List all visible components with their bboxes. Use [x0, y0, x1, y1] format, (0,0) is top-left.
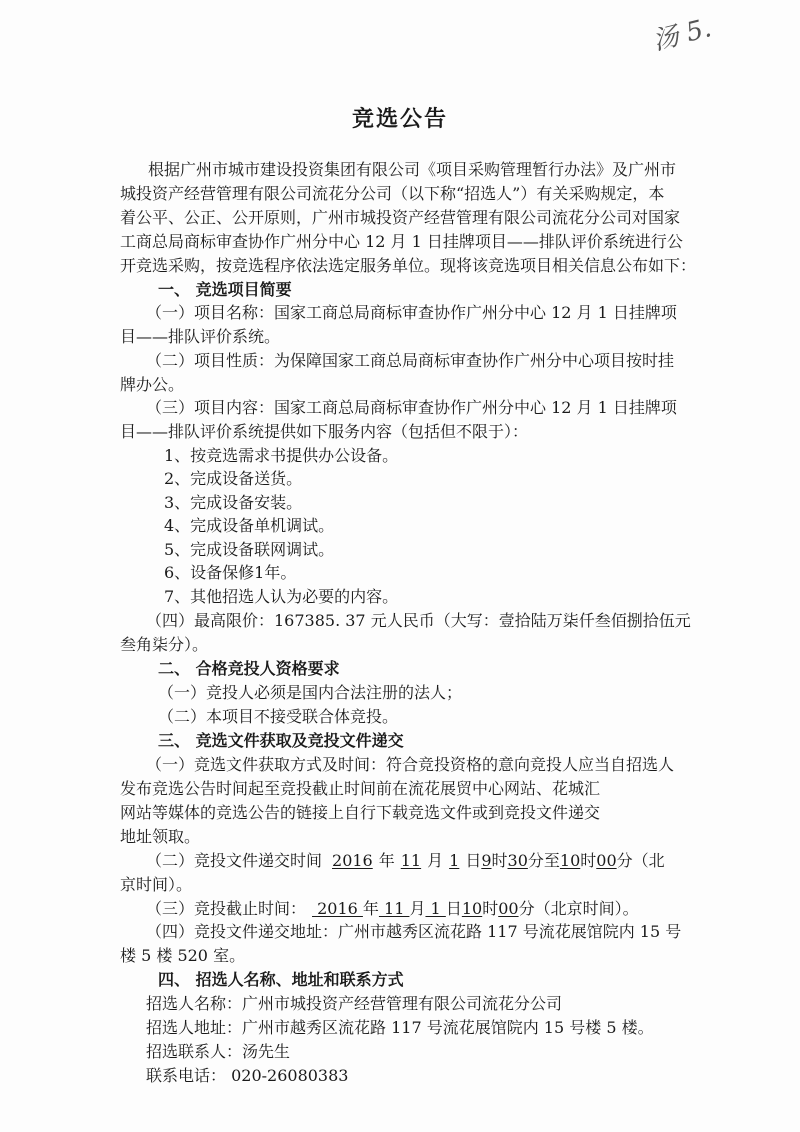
list-item: 2、完成设备送货。: [164, 469, 303, 488]
section-heading-4: 四、 招选人名称、地址和联系方式: [158, 970, 404, 989]
paragraph-line: 牌办公。: [120, 375, 185, 394]
minute-value: 00: [498, 899, 519, 918]
paragraph-line: 发布竞选公告时间起至竞投截止时间前在流花展贸中心网站、花城汇: [120, 779, 601, 798]
paragraph-line: 目——排队评价系统。: [120, 327, 281, 346]
hour-value: 9: [481, 851, 492, 870]
minute-value: 30: [507, 851, 528, 870]
paragraph-line: （一）竞选文件获取方式及时间：符合竞投资格的意向竞投人应当自招选人: [146, 755, 675, 774]
contact-name: 招选人名称：广州市城投资产经营管理有限公司流花分公司: [146, 994, 563, 1013]
paragraph-line: （一）项目名称：国家工商总局商标审查协作广州分中心 12 月 1 日挂牌项: [146, 303, 677, 322]
text: 分（北: [616, 851, 665, 870]
month-value: 11: [400, 851, 422, 870]
list-item: 7、其他招选人认为必要的内容。: [164, 587, 399, 606]
list-item: 3、完成设备安装。: [164, 493, 303, 512]
intro-line: 城投资产经营管理有限公司流花分公司（以下称“招选人”）有关采购规定，本: [120, 184, 665, 203]
text: 日: [445, 899, 462, 918]
text: （二）竞投文件递交时间: [146, 851, 323, 870]
text: 分（北京时间）。: [518, 899, 639, 918]
day-value: 1: [449, 851, 460, 870]
text: 时: [580, 851, 597, 870]
contact-person: 招选联系人：汤先生: [146, 1042, 291, 1061]
paragraph-line: 叁角柒分）。: [120, 635, 209, 654]
minute-value: 00: [596, 851, 617, 870]
text: 日: [465, 851, 482, 870]
intro-line: 开竞选采购，按竞选程序依法选定服务单位。现将该竞选项目相关信息公布如下：: [120, 256, 697, 275]
paragraph-line: 网站等媒体的竞选公告的链接上自行下载竞选文件或到竞投文件递交: [120, 803, 601, 822]
paragraph-line: （四）最高限价：167385. 37 元人民币（大写：壹拾陆万柒仟叁佰捌拾伍元: [146, 611, 691, 630]
intro-line: 着公平、公正、公开原则，广州市城投资产经营管理有限公司流花分公司对国家: [120, 208, 681, 227]
list-item: 4、完成设备单机调试。: [164, 516, 335, 535]
paragraph-line: （一）竞投人必须是国内合法注册的法人；: [158, 683, 463, 702]
text: 年: [362, 899, 379, 918]
list-item: 6、设备保修1年。: [164, 563, 297, 582]
paragraph-line: （三）项目内容：国家工商总局商标审查协作广州分中心 12 月 1 日挂牌项: [146, 398, 677, 417]
section-heading-3: 三、 竞选文件获取及竞投文件递交: [158, 731, 404, 750]
paragraph-line: 京时间）。: [120, 875, 193, 894]
handwritten-mark: 汤 5.: [649, 13, 715, 57]
page-title: 竞选公告: [351, 106, 448, 132]
paragraph-line: （二）项目性质：为保障国家工商总局商标审查协作广州分中心项目按时挂: [146, 351, 675, 370]
section-heading-1: 一、 竞选项目简要: [158, 280, 292, 299]
year-value: 2016: [312, 899, 363, 918]
submission-time-line: [146, 851, 665, 871]
text: 年: [378, 851, 395, 870]
hour-value: 10: [461, 899, 483, 918]
paragraph-line: 目——排队评价系统提供如下服务内容（包括但不限于）：: [120, 422, 529, 441]
list-item: 1、按竞选需求书提供办公设备。: [164, 446, 399, 465]
deadline-line: [146, 899, 639, 919]
paragraph-line: （二）本项目不接受联合体竞投。: [158, 707, 399, 726]
list-item: 5、完成设备联网调试。: [164, 540, 335, 559]
day-value: 1: [425, 899, 446, 918]
contact-phone: 联系电话： 020-26080383: [146, 1066, 349, 1085]
text: （三）竞投截止时间：: [146, 899, 307, 918]
year-value: 2016: [332, 851, 373, 870]
hour-value: 10: [559, 851, 581, 870]
text: 时: [482, 899, 499, 918]
intro-line: 根据广州市城市建设投资集团有限公司《项目采购管理暂行办法》及广州市: [148, 160, 677, 179]
paragraph-line: 楼 5 楼 520 室。: [120, 946, 246, 965]
text: 月: [427, 851, 444, 870]
contact-address: 招选人地址：广州市越秀区流花路 117 号流花展馆院内 15 号楼 5 楼。: [146, 1018, 654, 1037]
section-heading-2: 二、 合格竞投人资格要求: [158, 659, 340, 678]
intro-line: 工商总局商标审查协作广州分中心 12 月 1 日挂牌项目——排队评价系统进行公: [120, 232, 683, 251]
text: 时: [491, 851, 508, 870]
paragraph-line: 地址领取。: [120, 827, 201, 846]
month-value: 11: [378, 899, 410, 918]
text: 分至: [527, 851, 560, 870]
text: 月: [409, 899, 426, 918]
paragraph-line: （四）竞投文件递交地址：广州市越秀区流花路 117 号流花展馆院内 15 号: [146, 922, 682, 941]
